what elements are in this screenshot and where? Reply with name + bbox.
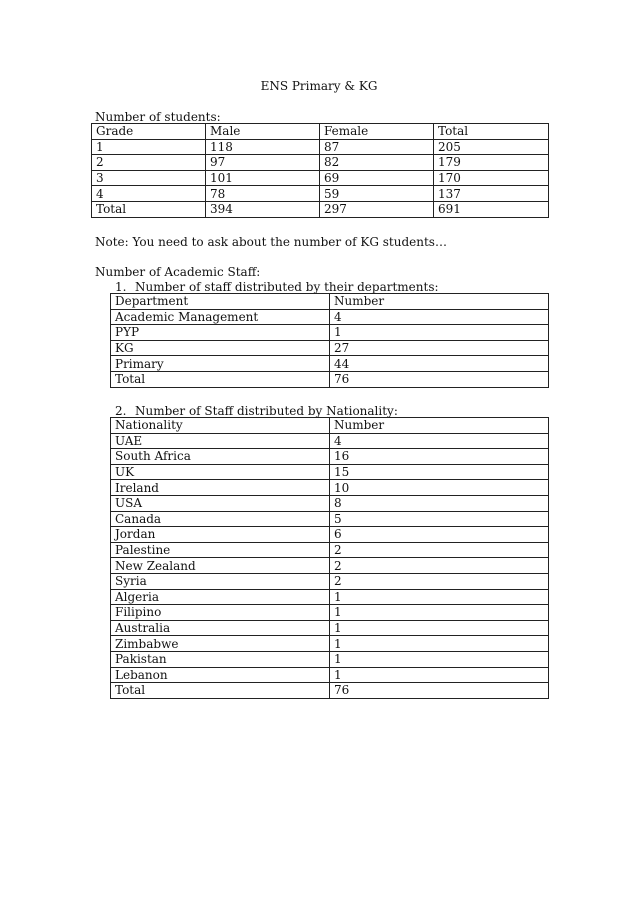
table-cell: 170: [434, 170, 549, 186]
table-cell: KG: [111, 340, 330, 356]
table-cell: Total: [92, 201, 206, 217]
table-cell: 1: [330, 667, 549, 683]
table-cell: 2: [330, 542, 549, 558]
column-header: Female: [320, 124, 434, 140]
table-cell: Primary: [111, 356, 330, 372]
table-cell: 1: [330, 636, 549, 652]
column-header: Number: [330, 294, 549, 310]
table-cell: 1: [330, 620, 549, 636]
table-cell: UK: [111, 464, 330, 480]
table-cell: USA: [111, 495, 330, 511]
students-heading: Number of students:: [95, 110, 221, 124]
table-cell: Syria: [111, 573, 330, 589]
table-row: [111, 527, 549, 543]
table-cell: 179: [434, 155, 549, 171]
table-cell: Ireland: [111, 480, 330, 496]
table-cell: South Africa: [111, 449, 330, 465]
table-cell: Filipino: [111, 605, 330, 621]
table-cell: 69: [320, 170, 434, 186]
table-row: [111, 433, 549, 449]
table-cell: 16: [330, 449, 549, 465]
table-cell: 4: [330, 309, 549, 325]
column-header: Total: [434, 124, 549, 140]
table-cell: Palestine: [111, 542, 330, 558]
table-cell: Australia: [111, 620, 330, 636]
table-cell: 101: [206, 170, 320, 186]
table-row: [111, 667, 549, 683]
table-row: [111, 589, 549, 605]
table-cell: Zimbabwe: [111, 636, 330, 652]
table-cell: 97: [206, 155, 320, 171]
table-cell: 10: [330, 480, 549, 496]
list-number: 2.: [115, 404, 127, 418]
table-cell: PYP: [111, 325, 330, 341]
table-cell: 82: [320, 155, 434, 171]
table-cell: Academic Management: [111, 309, 330, 325]
table-cell: 137: [434, 186, 549, 202]
table-cell: 27: [330, 340, 549, 356]
table-header-row: [92, 124, 549, 140]
table-cell: 76: [330, 371, 549, 387]
table-row: [111, 651, 549, 667]
table-row: [111, 340, 549, 356]
table-row: [111, 636, 549, 652]
table-cell: 4: [330, 433, 549, 449]
table-row: [111, 480, 549, 496]
nationality-table: [110, 417, 549, 699]
table-cell: Lebanon: [111, 667, 330, 683]
table-cell: 15: [330, 464, 549, 480]
table-cell: 394: [206, 201, 320, 217]
table-cell: 6: [330, 527, 549, 543]
table-row: [92, 155, 549, 171]
table-row: [111, 605, 549, 621]
table-cell: 76: [330, 683, 549, 699]
table-header-row: [111, 418, 549, 434]
table-cell: 5: [330, 511, 549, 527]
table-row: [111, 309, 549, 325]
table-row: [111, 371, 549, 387]
table-row: [111, 356, 549, 372]
table-cell: Canada: [111, 511, 330, 527]
table-cell: 2: [330, 558, 549, 574]
table-header-row: [111, 294, 549, 310]
table-cell: Algeria: [111, 589, 330, 605]
students-table: [91, 123, 549, 218]
table-cell: UAE: [111, 433, 330, 449]
kg-note: Note: You need to ask about the number of KG students…: [95, 235, 447, 249]
column-header: Male: [206, 124, 320, 140]
column-header: Department: [111, 294, 330, 310]
table-row: [111, 464, 549, 480]
table-cell: 78: [206, 186, 320, 202]
table-cell: 1: [330, 605, 549, 621]
table-row: [111, 325, 549, 341]
table-cell: Pakistan: [111, 651, 330, 667]
table-cell: 59: [320, 186, 434, 202]
table-row: [92, 186, 549, 202]
table-cell: 8: [330, 495, 549, 511]
column-header: Nationality: [111, 418, 330, 434]
table-cell: 205: [434, 139, 549, 155]
table-cell: Jordan: [111, 527, 330, 543]
table-row: [111, 542, 549, 558]
table-cell: New Zealand: [111, 558, 330, 574]
table-cell: 1: [330, 325, 549, 341]
table-row: [111, 511, 549, 527]
table-cell: 44: [330, 356, 549, 372]
table-row: [111, 495, 549, 511]
department-heading-text: Number of staff distributed by their departments:: [135, 280, 439, 294]
department-table: [110, 293, 549, 388]
page-title: ENS Primary & KG: [260, 79, 378, 93]
table-row: [111, 449, 549, 465]
table-cell: 1: [330, 651, 549, 667]
table-row: [92, 170, 549, 186]
table-row: [111, 683, 549, 699]
staff-heading: Number of Academic Staff:: [95, 265, 261, 279]
column-header: Grade: [92, 124, 206, 140]
table-cell: 4: [92, 186, 206, 202]
column-header: Number: [330, 418, 549, 434]
table-cell: Total: [111, 371, 330, 387]
nationality-heading-text: Number of Staff distributed by Nationality:: [135, 404, 398, 418]
table-row: [111, 558, 549, 574]
table-cell: 297: [320, 201, 434, 217]
table-cell: 3: [92, 170, 206, 186]
table-row: [92, 139, 549, 155]
table-cell: 2: [330, 573, 549, 589]
table-row: [111, 620, 549, 636]
table-cell: 87: [320, 139, 434, 155]
list-number: 1.: [115, 280, 127, 294]
table-cell: 2: [92, 155, 206, 171]
table-cell: Total: [111, 683, 330, 699]
table-row: [92, 201, 549, 217]
table-cell: 118: [206, 139, 320, 155]
table-cell: 1: [330, 589, 549, 605]
table-cell: 691: [434, 201, 549, 217]
table-cell: 1: [92, 139, 206, 155]
table-row: [111, 573, 549, 589]
